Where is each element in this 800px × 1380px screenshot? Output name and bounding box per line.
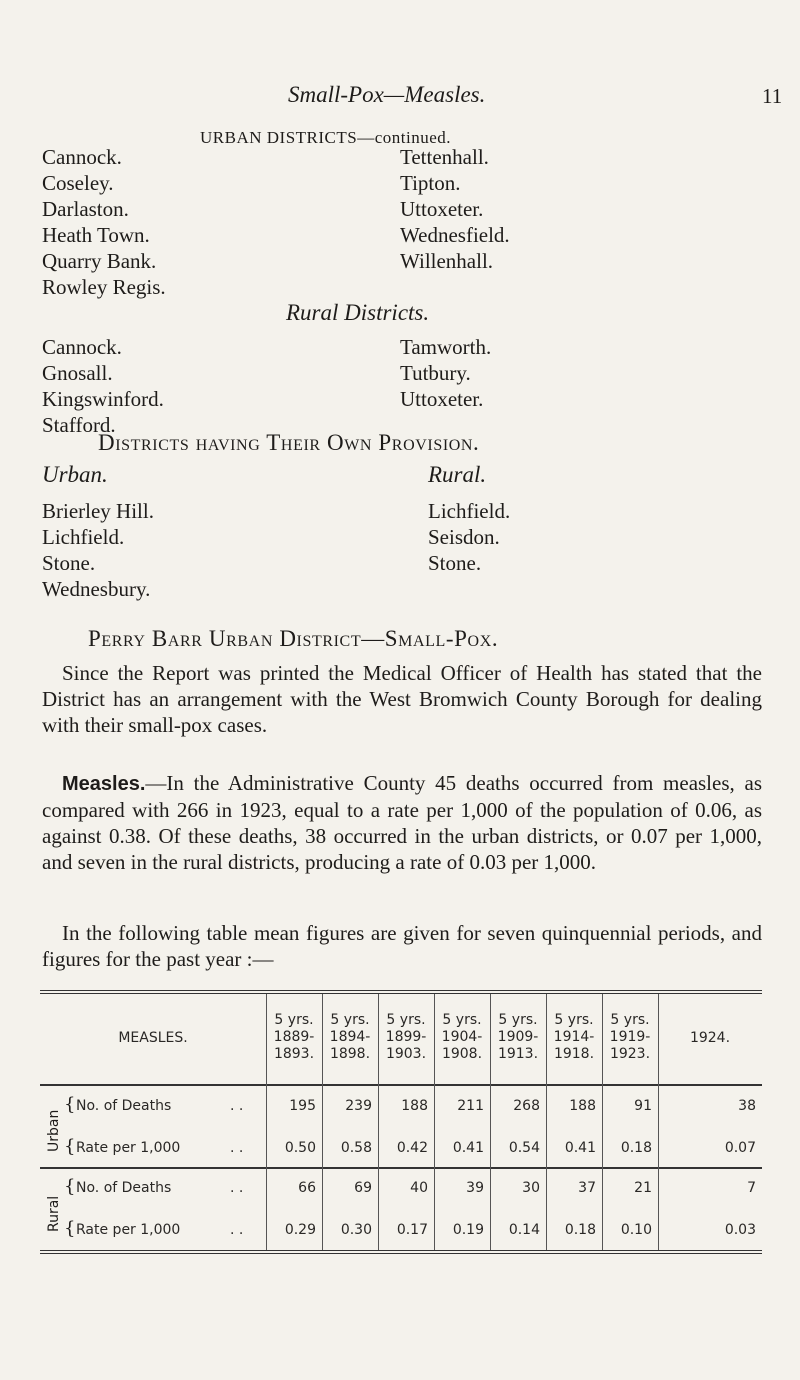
district-name: Cannock. <box>42 335 122 359</box>
table-cell: 0.54 <box>508 1140 540 1156</box>
district-name: Stafford. <box>42 413 116 437</box>
district-name: Heath Town. <box>42 223 150 247</box>
district-name: Wednesfield. <box>400 223 510 247</box>
table-cell: 0.30 <box>340 1222 372 1238</box>
table-cell: 30 <box>522 1180 540 1196</box>
column-header: 5 yrs. 1904- 1908. <box>441 1012 483 1062</box>
table-cell: 7 <box>747 1180 756 1196</box>
table-cell: 0.58 <box>340 1140 372 1156</box>
row-leader-dots: . . <box>230 1098 244 1114</box>
brace-mark: { <box>64 1136 76 1157</box>
table-cell: 0.18 <box>620 1140 652 1156</box>
district-name: Wednesbury. <box>42 577 151 601</box>
district-name: Lichfield. <box>428 499 511 523</box>
table-cell: 40 <box>410 1180 428 1196</box>
table-cell: 91 <box>634 1098 652 1114</box>
perry-barr-text: Since the Report was printed the Medical Officer of Health has stated that the District has an arrangement with the West Bromwich County Borough for dealing with their small-pox cases. <box>42 661 762 737</box>
district-name: Gnosall. <box>42 361 113 385</box>
row-leader-dots: . . <box>230 1140 244 1156</box>
perry-barr-paragraph <box>42 660 762 738</box>
district-name: Quarry Bank. <box>42 249 157 273</box>
table-cell: 0.18 <box>564 1222 596 1238</box>
district-name: Uttoxeter. <box>400 197 484 221</box>
own-urban-heading: Urban. <box>42 462 108 487</box>
district-name: Coseley. <box>42 171 114 195</box>
table-top-rule <box>40 990 762 994</box>
district-name: Cannock. <box>42 145 122 169</box>
table-cell: 0.07 <box>724 1140 756 1156</box>
table-title: MEASLES. <box>118 1030 188 1046</box>
table-intro-text: In the following table mean figures are given for seven quinquennial periods, and figures for the past year :— <box>42 921 762 971</box>
table-cell: 195 <box>289 1098 316 1114</box>
district-name: Tamworth. <box>400 335 492 359</box>
row-label: Rate per 1,000 <box>76 1140 181 1156</box>
rural-right-list <box>400 334 491 412</box>
row-label: Rate per 1,000 <box>76 1222 181 1238</box>
table-cell: 0.14 <box>508 1222 540 1238</box>
table-header-rule <box>40 1084 762 1086</box>
table-group-rule <box>40 1167 762 1169</box>
table-cell: 239 <box>345 1098 372 1114</box>
table-cell: 38 <box>738 1098 756 1114</box>
table-cell: 0.17 <box>396 1222 428 1238</box>
urban-districts-caption: URBAN DISTRICTS—continued. <box>200 128 451 147</box>
district-name: Lichfield. <box>42 525 125 549</box>
column-header: 5 yrs. 1899- 1903. <box>385 1012 427 1062</box>
table-cell: 0.42 <box>396 1140 428 1156</box>
group-label-rural: Rural <box>46 1195 62 1232</box>
perry-barr-heading: Perry Barr Urban District—Small-Pox. <box>88 626 499 651</box>
district-name: Kingswinford. <box>42 387 164 411</box>
brace-mark: { <box>64 1218 76 1239</box>
column-header: 5 yrs. 1894- 1898. <box>329 1012 371 1062</box>
table-cell: 0.19 <box>452 1222 484 1238</box>
district-name: Willenhall. <box>400 249 494 273</box>
district-name: Brierley Hill. <box>42 499 154 523</box>
page-number: 11 <box>762 84 783 108</box>
measles-paragraph <box>42 770 762 875</box>
column-header: 5 yrs. 1889- 1893. <box>273 1012 315 1062</box>
urban-left-list <box>42 144 166 300</box>
brace-mark: { <box>64 1094 76 1115</box>
table-cell: 0.03 <box>724 1222 756 1238</box>
own-rural-list <box>428 498 510 576</box>
table-intro-paragraph <box>42 920 762 972</box>
running-head: Small-Pox—Measles. <box>288 82 486 107</box>
table-cell: 268 <box>513 1098 540 1114</box>
row-label: No. of Deaths <box>76 1180 172 1196</box>
own-provision-heading: Districts having Their Own Provision. <box>98 430 480 455</box>
table-cell: 188 <box>569 1098 596 1114</box>
row-label: No. of Deaths <box>76 1098 172 1114</box>
measles-lead: Measles. <box>62 773 146 795</box>
district-name: Stone. <box>428 551 482 575</box>
table-cell: 69 <box>354 1180 372 1196</box>
district-name: Rowley Regis. <box>42 275 166 299</box>
table-cell: 0.41 <box>564 1140 596 1156</box>
column-header: 5 yrs. 1909- 1913. <box>497 1012 539 1062</box>
group-label-urban: Urban <box>46 1109 62 1152</box>
district-name: Tutbury. <box>400 361 471 385</box>
district-name: Seisdon. <box>428 525 500 549</box>
row-leader-dots: . . <box>230 1180 244 1196</box>
urban-right-list <box>400 144 510 274</box>
table-cell: 0.29 <box>284 1222 316 1238</box>
table-bottom-rule <box>40 1250 762 1254</box>
table-cell: 37 <box>578 1180 596 1196</box>
table-cell: 21 <box>634 1180 652 1196</box>
column-header: 1924. <box>689 1030 731 1046</box>
district-name: Stone. <box>42 551 96 575</box>
own-urban-list <box>42 498 154 602</box>
column-header: 5 yrs. 1914- 1918. <box>553 1012 595 1062</box>
district-name: Tipton. <box>400 171 461 195</box>
measles-text: —In the Administrative County 45 deaths occurred from measles, as compared with 266 in 1923, equal to a rate per 1,000 of the population of 0.06, as against 0.38. Of these deaths, 38 occurred in the urban districts, or 0.07 per 1,000, and seven in the rural districts, producing a rate of 0.03 per 1,000. <box>42 771 762 874</box>
table-cell: 0.10 <box>620 1222 652 1238</box>
district-name: Tettenhall. <box>400 145 489 169</box>
table-cell: 66 <box>298 1180 316 1196</box>
district-name: Uttoxeter. <box>400 387 484 411</box>
table-cell: 0.50 <box>284 1140 316 1156</box>
table-cell: 211 <box>457 1098 484 1114</box>
rural-left-list <box>42 334 164 438</box>
rural-districts-heading: Rural Districts. <box>286 300 430 325</box>
table-cell: 0.41 <box>452 1140 484 1156</box>
district-name: Darlaston. <box>42 197 129 221</box>
brace-mark: { <box>64 1176 76 1197</box>
table-cell: 39 <box>466 1180 484 1196</box>
column-header: 5 yrs. 1919- 1923. <box>609 1012 651 1062</box>
own-rural-heading: Rural. <box>428 462 487 487</box>
table-cell: 188 <box>401 1098 428 1114</box>
row-leader-dots: . . <box>230 1222 244 1238</box>
